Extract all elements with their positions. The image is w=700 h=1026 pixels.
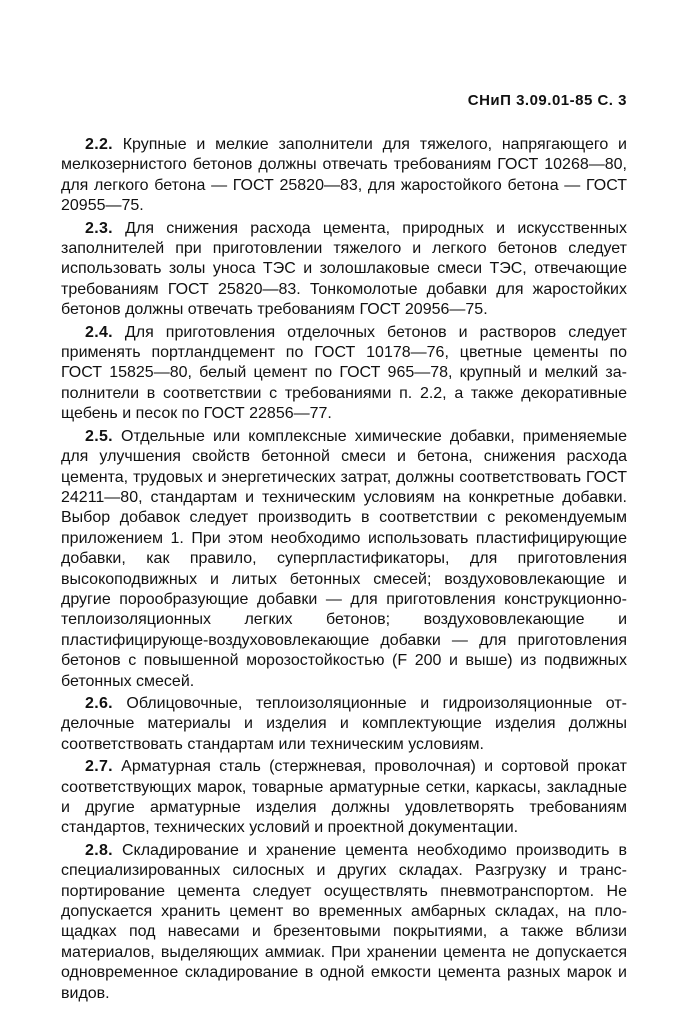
paragraph-2-8 [61, 841, 627, 1004]
paragraph-text: Облицовочные, теплоизоляционные и гидроизоляционные отделочные материалы и изделия и комплектующие изделия должны соответствовать стандартам или техническим условиям. [61, 694, 627, 753]
paragraph-2-6 [61, 694, 627, 755]
paragraph-text: Складирование и хранение цемента необходимо производить в специализированных силосных и других складах. Разгрузку и транспортирование цемента следует осуществлять пневмотранспортом. Не допускается хранить цемент во временных амбарных складах, на площадках под навесами и брезентовыми покрытиями, а также вблизи материалов, выделяющих аммиак. При хранении цемента не допускается одновременное складирование в одной емкости цемента разных марок и видов. [61, 841, 627, 1002]
paragraph-number: 2.8. [85, 841, 113, 859]
paragraph-text: Арматурная сталь (стержневая, проволочная) и сортовой прокат соответствующих марок, товарные арматурные сетки, каркасы, закладные и другие арматурные изделия должны удовлетворять требованиям стандартов, технических условий и проектной документации. [61, 758, 627, 837]
paragraph-number: 2.5. [85, 427, 113, 445]
paragraph-text: Отдельные или комплексные химические добавки, применяемые для улучшения свойств бетонной смеси и бетона, снижения расхода цемента, трудовых и энергетических затрат, должны соответствовать ГОСТ 24211—80, стандартам и техническим условиям на конкретные добавки. Выбор добавок следует производить в соответствии с рекомендуемым приложением 1. При этом необходимо использовать пластифицирующие добавки, как правило, суперпластификаторы, для приготовления высокоподвижных и литых бетонных смесей; воздухововлекающие и другие порообразующие добавки — для приготовления конструкционно-теплоизоляционных легких бетонов; воздухововлекающие и пластифицирующе-воздухововлекающие добавки — для приготовления бетонов с повышенной морозостойкостью (F 200 и выше) из подвижных бетонных смесей. [61, 427, 627, 690]
paragraph-text: Для приготовления отделочных бетонов и растворов следует применять портландцемент по ГОСТ 10178—76, цветные цементы по ГОСТ 15825—80, белый цемент по ГОСТ 965—78, крупный и мелкий заполнители в соответствии с требованиями п. 2.2, а также декоративные щебень и песок по ГОСТ 22856—77. [61, 323, 627, 423]
paragraph-text: Для снижения расхода цемента, природных и искусственных заполнителей при приготовлении тяжелого и легкого бетонов следует использовать золы уноса ТЭС и золошлаковые смеси ТЭС, отвечающие требованиям ГОСТ 25820—83. Тонкомолотые добавки для жаростойких бетонов должны отвечать требованиям ГОСТ 20956—75. [61, 219, 627, 319]
running-header: СНиП 3.09.01-85 С. 3 [467, 92, 627, 109]
paragraph-number: 2.3. [85, 219, 113, 237]
paragraph-number: 2.2. [85, 136, 113, 153]
document-page [61, 92, 627, 1006]
paragraph-number: 2.7. [85, 758, 113, 776]
paragraph-2-2 [61, 135, 627, 217]
paragraph-2-5 [61, 427, 627, 692]
paragraph-number: 2.6. [85, 694, 113, 712]
paragraph-2-7 [61, 757, 627, 839]
paragraph-number: 2.4. [85, 323, 113, 341]
paragraph-2-3 [61, 219, 627, 321]
paragraph-text: Крупные и мелкие заполнители для тяжелого, напрягающего и мелкозернистого бетонов должны отвечать требованиям ГОСТ 10268—80, для легкого бетона — ГОСТ 25820—83, для жаростойкого бетона — ГОСТ 20955—75. [61, 136, 627, 215]
paragraph-2-4 [61, 323, 627, 425]
